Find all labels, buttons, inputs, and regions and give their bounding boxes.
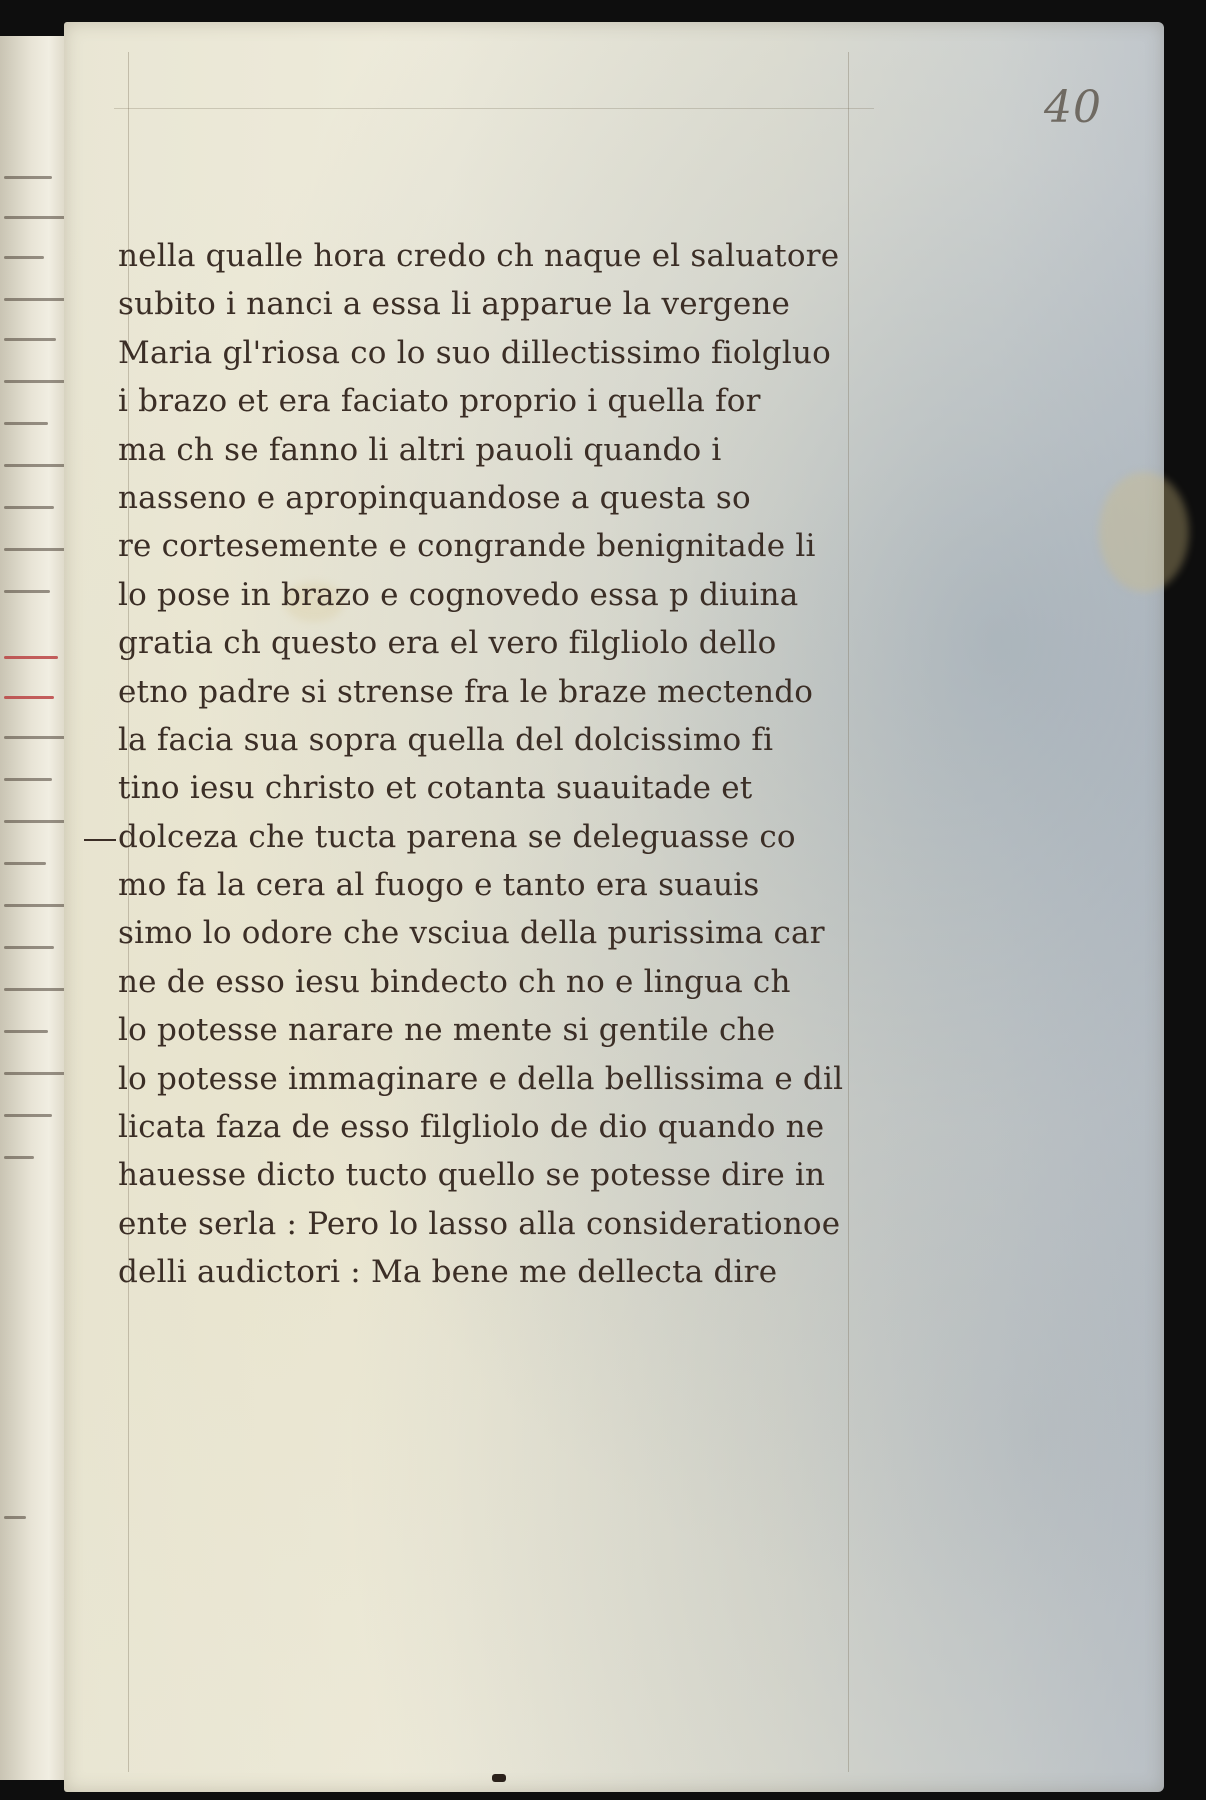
gutter-text-line [4,464,66,467]
text-line: etno padre si strense fra le braze mectendo [118,673,814,710]
text-line: delli audictori : Ma bene me dellecta dire [118,1254,778,1291]
manuscript-text-block [118,232,998,1297]
manuscript-folio [64,22,1164,1792]
text-line: lo pose in brazo e cognovedo essa p diuina [118,576,799,613]
gutter-text-line [4,298,66,301]
gutter-text-line [4,176,52,179]
gutter-text-line [4,988,66,991]
text-line: subito i nanci a essa li apparue la vergene [118,286,791,323]
text-line: ma ch se fanno li altri pauoli quando i [118,431,722,468]
gutter-text-line [4,904,66,907]
catchword-mark [492,1774,506,1782]
text-line: mo fa la cera al fuogo e tanto era suauis [118,867,760,904]
text-line: ente serla : Pero lo lasso alla considerationoe [118,1205,841,1242]
gutter-text-line [4,422,48,425]
text-line: Maria gl'riosa co lo suo dillectissimo fiolgluo [118,334,831,371]
gutter-text-line [4,946,54,949]
gutter-text-line [4,1516,26,1519]
gutter-text-line [4,506,54,509]
facing-page-edge [0,36,70,1780]
text-line: lo potesse immaginare e della bellissima e dil [118,1060,844,1097]
text-line: ne de esso iesu bindecto ch no e lingua ch [118,963,791,1000]
text-line: re cortesemente e congrande benignitade li [118,528,816,565]
gutter-text-line [4,1072,66,1075]
text-line: hauesse dicto tucto quello se potesse dire in [118,1157,826,1194]
gutter-text-line [4,1114,52,1117]
gutter-rubric-line [4,656,58,659]
gutter-text-line [4,820,66,823]
text-line: simo lo odore che vsciua della purissima car [118,915,825,952]
gutter-text-line [4,380,66,383]
text-line: nasseno e apropinquandose a questa so [118,479,751,516]
gutter-text-line [4,1030,48,1033]
text-line: licata faza de esso filgliolo de dio quando ne [118,1109,825,1146]
parchment-stain [1099,472,1189,592]
ruling-line [114,108,874,109]
text-line: nella qualle hora credo ch naque el saluatore [118,238,840,274]
text-line: la facia sua sopra quella del dolcissimo fi [118,721,774,758]
gutter-text-line [4,778,52,781]
gutter-text-line [4,338,56,341]
gutter-text-line [4,590,50,593]
folio-number: 40 [1044,82,1102,133]
gutter-text-line [4,862,46,865]
gutter-text-line [4,216,66,219]
gutter-text-line [4,548,66,551]
gutter-text-line [4,256,44,259]
text-line-marked [118,813,998,861]
text-line: dolceza che tucta parena se deleguasse co [118,818,796,855]
gutter-text-line [4,1156,34,1159]
text-line: lo potesse narare ne mente si gentile che [118,1012,776,1049]
gutter-text-line [4,736,66,739]
text-line: tino iesu christo et cotanta suauitade et [118,770,753,807]
text-line: gratia ch questo era el vero filgliolo dello [118,625,777,662]
text-line: i brazo et era faciato proprio i quella for [118,383,761,420]
margin-dash-mark [84,839,116,841]
gutter-rubric-line [4,696,54,699]
